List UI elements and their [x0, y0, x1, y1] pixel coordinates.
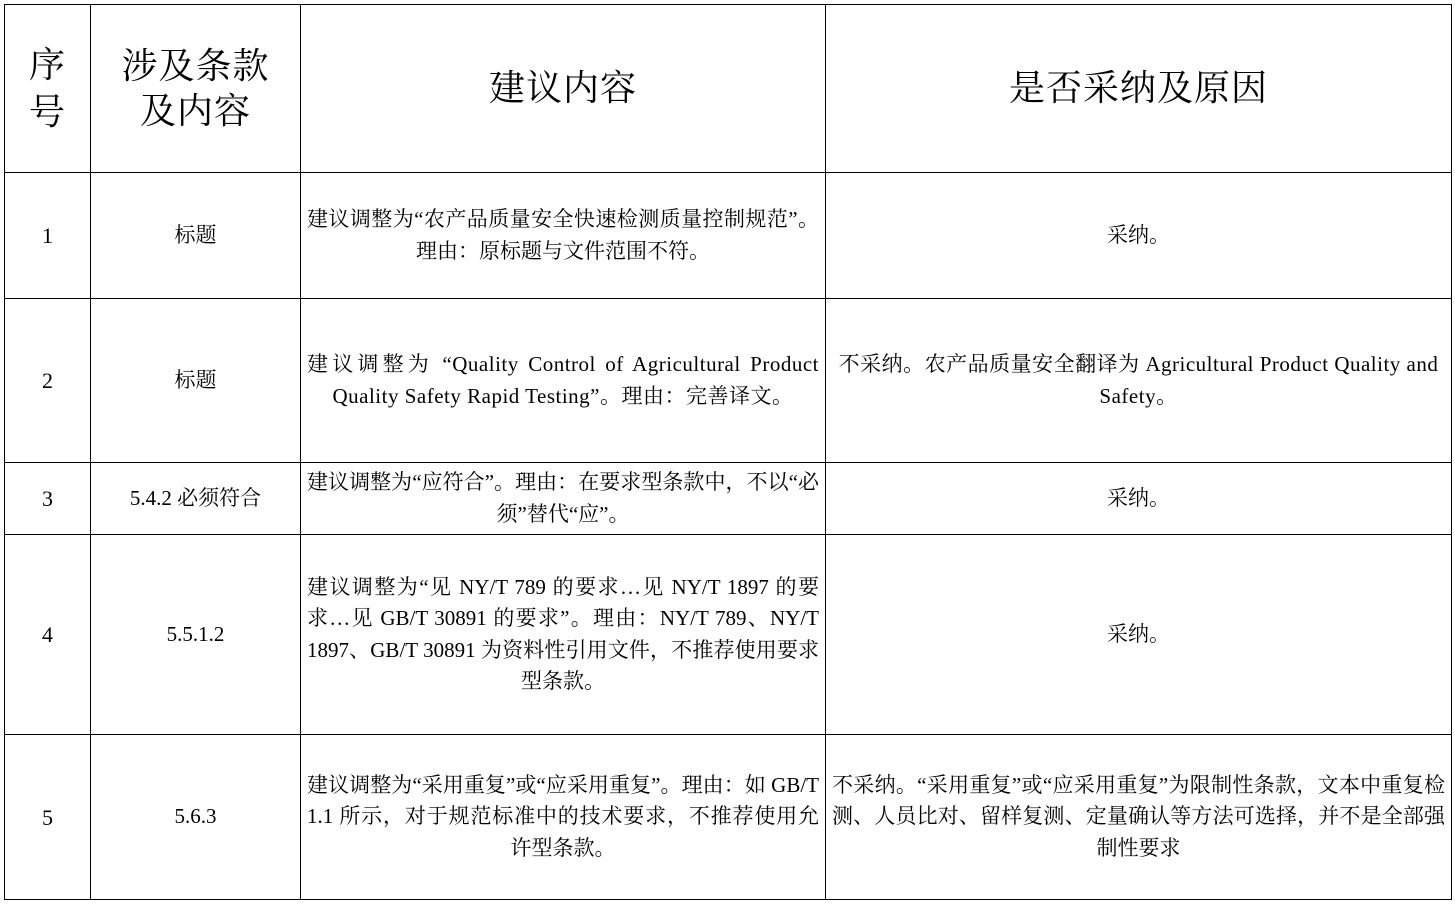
row-clause: 5.6.3: [91, 735, 301, 900]
column-header-serial-number: [5, 5, 91, 173]
table-header: [5, 5, 1452, 173]
row-response: 采纳。: [826, 535, 1452, 735]
table-row: [5, 463, 1452, 535]
row-serial-number: 1: [5, 173, 91, 299]
column-header-clause: [91, 5, 301, 173]
row-serial-number: 3: [5, 463, 91, 535]
column-header-serial-number-line1: 序: [28, 44, 66, 85]
column-header-suggestion: 建议内容: [301, 5, 826, 173]
table-row: [5, 735, 1452, 900]
table-row: [5, 173, 1452, 299]
column-header-clause-line2: 及内容: [139, 90, 251, 131]
row-serial-number: 4: [5, 535, 91, 735]
row-response: 不采纳。“采用重复”或“应采用重复”为限制性条款，文本中重复检测、人员比对、留样复测、定量确认等方法可选择，并不是全部强制性要求: [826, 735, 1452, 900]
row-response: 采纳。: [826, 463, 1452, 535]
column-header-serial-number-line2: 号: [28, 91, 66, 132]
row-suggestion: 建议调整为“见 NY/T 789 的要求…见 NY/T 1897 的要求…见 GB/T 30891 的要求”。理由：NY/T 789、NY/T 1897、GB/T 30891 为资料性引用文件，不推荐使用要求型条款。: [301, 535, 826, 735]
row-clause: 5.5.1.2: [91, 535, 301, 735]
document-page: [0, 4, 1455, 905]
row-suggestion: 建议调整为“采用重复”或“应采用重复”。理由：如 GB/T 1.1 所示，对于规范标准中的技术要求，不推荐使用允许型条款。: [301, 735, 826, 900]
column-header-clause-line1: 涉及条款: [121, 45, 270, 86]
row-clause: 标题: [91, 173, 301, 299]
row-suggestion: 建议调整为“农产品质量安全快速检测质量控制规范”。理由：原标题与文件范围不符。: [301, 173, 826, 299]
table-row: [5, 299, 1452, 463]
row-suggestion: 建议调整为 “Quality Control of Agricultural Product Quality Safety Rapid Testing”。理由：完善译文。: [301, 299, 826, 463]
row-clause: 5.4.2 必须符合: [91, 463, 301, 535]
row-suggestion: 建议调整为“应符合”。理由：在要求型条款中，不以“必须”替代“应”。: [301, 463, 826, 535]
row-clause: 标题: [91, 299, 301, 463]
row-serial-number: 2: [5, 299, 91, 463]
table-body: [5, 173, 1452, 900]
column-header-response: 是否采纳及原因: [826, 5, 1452, 173]
row-serial-number: 5: [5, 735, 91, 900]
row-response: 不采纳。农产品质量安全翻译为 Agricultural Product Quality and Safety。: [826, 299, 1452, 463]
row-response: 采纳。: [826, 173, 1452, 299]
comment-disposition-table: [4, 4, 1452, 900]
table-row: [5, 535, 1452, 735]
table-header-row: [5, 5, 1452, 173]
